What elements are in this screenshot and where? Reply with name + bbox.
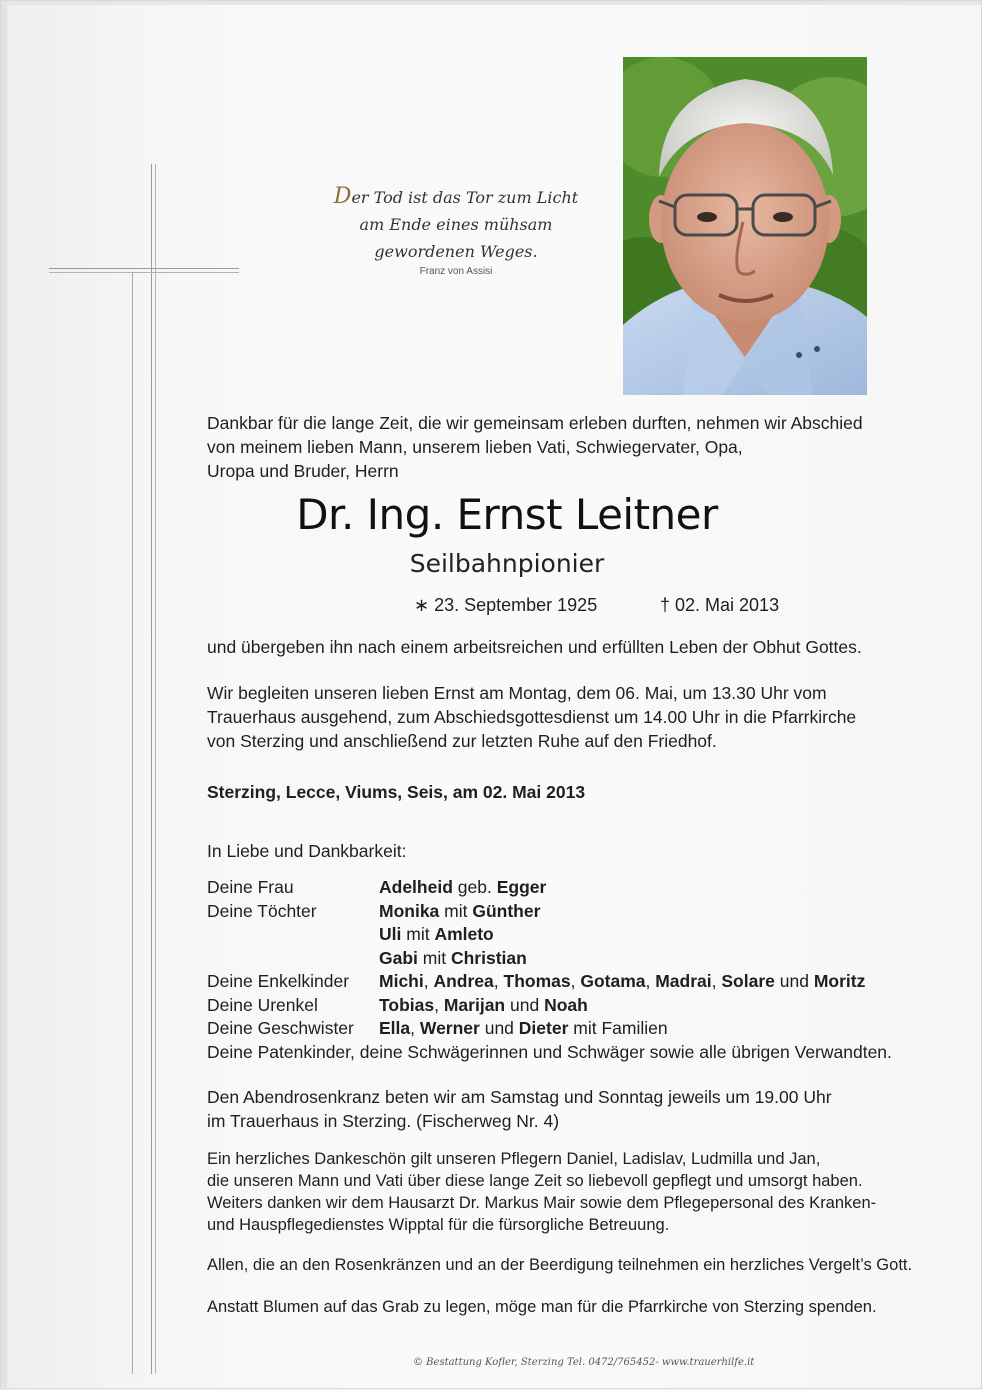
name-thomas: Thomas	[503, 971, 571, 991]
quote-line-2: am Ende eines mühsam	[359, 215, 553, 234]
cross-vertical-line-inner	[155, 164, 156, 1374]
quote-line-1-text: er Tod ist das Tor zum Licht	[351, 188, 579, 207]
comma: ,	[410, 1018, 420, 1038]
thanks-line-4: und Hauspflegedienstes Wipptal für die fürsorgliche Betreuung.	[207, 1216, 670, 1234]
cross-left-stem-line	[132, 273, 133, 1374]
name-tobias: Tobias	[379, 994, 435, 1015]
connector-text: mit	[417, 947, 451, 968]
comma: ,	[570, 971, 581, 991]
connector-text: mit	[401, 924, 435, 944]
relation-label-empty	[207, 947, 379, 971]
comma: ,	[423, 971, 434, 991]
name-noah: Noah	[544, 994, 588, 1015]
funeral-line-3: von Sterzing und anschließend zur letzten Ruhe auf den Friedhof.	[207, 731, 717, 751]
relation-names	[379, 947, 967, 971]
funeral-details-paragraph	[207, 681, 947, 753]
relation-label: Deine Geschwister	[207, 1018, 354, 1038]
quote-line-3: gewordenen Weges.	[374, 242, 538, 261]
family-row-great-grandchildren	[207, 994, 967, 1018]
portrait-illustration	[623, 57, 867, 395]
funeral-line-1: Wir begleiten unseren lieben Ernst am Montag, dem 06. Mai, um 13.30 Uhr vom	[207, 683, 827, 703]
name-christian: Christian	[450, 947, 527, 968]
connector-text: geb.	[452, 877, 497, 897]
comma: ,	[434, 994, 444, 1015]
intro-paragraph	[207, 411, 947, 483]
family-row-siblings	[207, 1017, 967, 1041]
relation-names	[379, 970, 967, 994]
page-edge-top	[1, 1, 982, 5]
name-guenther: Günther	[472, 900, 541, 921]
intro-line-2: von meinem lieben Mann, unserem lieben Vati, Schwiegervater, Opa,	[207, 437, 743, 457]
family-row-grandchildren	[207, 970, 967, 994]
vergelts-gott-paragraph: Allen, die an den Rosenkränzen und an der Beerdigung teilnehmen ein herzliches Vergelt’s Gott.	[207, 1256, 913, 1274]
name-amleto: Amleto	[434, 924, 494, 944]
name-gotama: Gotama	[580, 971, 646, 991]
name-ella: Ella	[379, 1018, 411, 1038]
family-list	[207, 876, 967, 1064]
connector-text: und	[505, 994, 545, 1015]
family-row-daughter-2	[207, 923, 967, 947]
memorial-quote	[311, 183, 601, 279]
connector-text: mit	[439, 900, 473, 921]
family-row-wife	[207, 876, 967, 900]
rosary-line-1: Den Abendrosenkranz beten wir am Samstag und Sonntag jeweils um 19.00 Uhr	[207, 1087, 832, 1107]
funeral-line-2: Trauerhaus ausgehend, zum Abschiedsgottesdienst um 14.00 Uhr in die Pfarrkirche	[207, 707, 857, 727]
relation-label-empty	[207, 923, 379, 947]
thanks-line-3: Weiters danken wir dem Hausarzt Dr. Markus Mair sowie dem Pflegepersonal des Kranken-	[207, 1194, 877, 1212]
intro-line-1: Dankbar für die lange Zeit, die wir gemeinsam erleben durften, nehmen wir Abschied	[207, 413, 863, 433]
name-uli: Uli	[379, 924, 402, 944]
thanks-line-1: Ein herzliches Dankeschön gilt unseren Pflegern Daniel, Ladislav, Ludmilla und Jan,	[207, 1150, 821, 1168]
in-love-heading: In Liebe und Dankbarkeit:	[207, 841, 407, 861]
name-egger: Egger	[496, 877, 547, 897]
relation-label: Deine Enkelkinder	[207, 971, 350, 991]
intro-line-3: Uropa und Bruder, Herrn	[207, 461, 399, 481]
quote-line-1	[311, 183, 601, 211]
donation-paragraph: Anstatt Blumen auf das Grab zu legen, möge man für die Pfarrkirche von Sterzing spenden.	[207, 1298, 877, 1316]
rosary-paragraph	[207, 1085, 947, 1133]
comma: ,	[711, 971, 722, 991]
name-adelheid: Adelheid	[379, 877, 453, 897]
family-row-daughters	[207, 900, 967, 924]
connector-text: und	[774, 971, 814, 991]
comma: ,	[645, 971, 656, 991]
cross-horizontal-line-inner	[49, 272, 239, 273]
relation-names	[379, 1017, 967, 1041]
birth-date: ∗ 23. September 1925	[414, 595, 598, 615]
quote-author: Franz von Assisi	[419, 266, 493, 277]
name-werner: Werner	[419, 1018, 480, 1038]
name-gabi: Gabi	[379, 947, 418, 968]
relation-names	[379, 994, 967, 1018]
cross-vertical-line	[151, 164, 152, 1374]
relation-label: Deine Urenkel	[207, 994, 318, 1015]
death-date: † 02. Mai 2013	[660, 595, 780, 615]
committal-paragraph: und übergeben ihn nach einem arbeitsreichen und erfüllten Leben der Obhut Gottes.	[207, 637, 862, 657]
relation-label: Deine Frau	[207, 877, 294, 897]
name-moritz: Moritz	[813, 971, 866, 991]
rosary-line-2: im Trauerhaus in Sterzing. (Fischerweg Nr. 4)	[207, 1111, 560, 1131]
page-edge-left	[1, 1, 7, 1390]
quote-initial: D	[333, 184, 352, 209]
relation-names	[379, 876, 967, 900]
deceased-title: Seilbahnpionier	[409, 549, 605, 578]
name-andrea: Andrea	[433, 971, 494, 991]
connector-text: und	[479, 1018, 519, 1038]
relation-names	[379, 900, 967, 924]
godchildren-and-relatives: Deine Patenkinder, deine Schwägerinnen und Schwäger sowie alle übrigen Verwandten.	[207, 1041, 892, 1062]
relation-label: Deine Töchter	[207, 900, 317, 921]
relation-names	[379, 923, 967, 947]
name-madrai: Madrai	[655, 971, 712, 991]
funeral-home-footer: © Bestattung Kofler, Sterzing Tel. 0472/765452- www.trauerhilfe.it	[413, 1357, 755, 1368]
name-dieter: Dieter	[518, 1018, 569, 1038]
name-marijan: Marijan	[443, 994, 506, 1015]
connector-text: mit Familien	[568, 1018, 668, 1038]
name-monika: Monika	[379, 900, 440, 921]
thanks-line-2: die unseren Mann und Vati über diese lange Zeit so liebevoll gepflegt und umsorgt haben.	[207, 1172, 863, 1190]
comma: ,	[493, 971, 504, 991]
thanks-paragraph	[207, 1148, 947, 1236]
name-solare: Solare	[721, 971, 775, 991]
cross-horizontal-line	[49, 268, 239, 269]
deceased-name: Dr. Ing. Ernst Leitner	[296, 490, 718, 539]
portrait-photo	[623, 57, 867, 395]
place-and-date: Sterzing, Lecce, Viums, Seis, am 02. Mai 2013	[207, 782, 586, 802]
name-michi: Michi	[379, 971, 424, 991]
family-row-daughter-3	[207, 947, 967, 971]
